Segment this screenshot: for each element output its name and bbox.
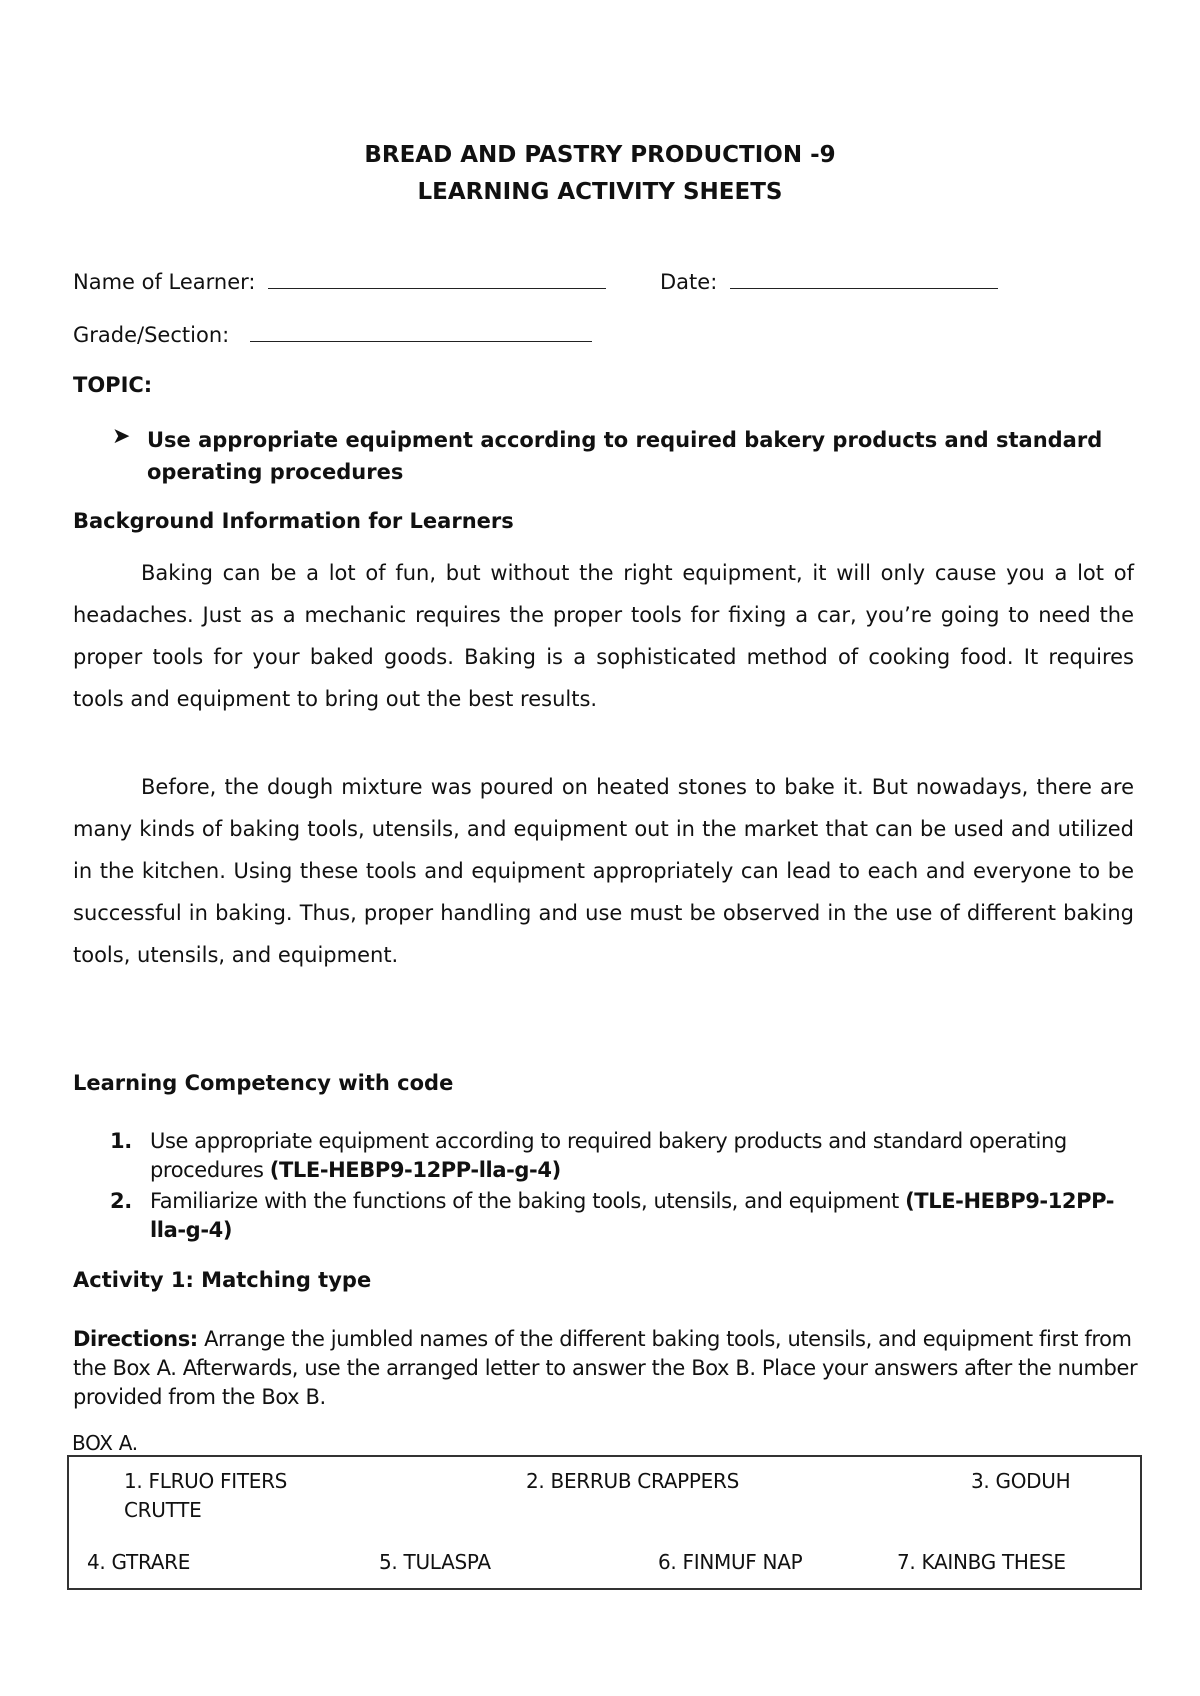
competency-item [110, 1127, 1140, 1185]
item-text: Familiarize with the functions of the baking tools, utensils, and equipment [150, 1189, 906, 1213]
item-code: (TLE-HEBP9-12PP-lla-g-4) [150, 1189, 1115, 1242]
document-subtitle: LEARNING ACTIVITY SHEETS [417, 179, 783, 205]
competency-heading: Learning Competency with code [73, 1071, 454, 1095]
topic-label: TOPIC: [73, 373, 153, 397]
jumbled-item: 7. KAINBG THESE [897, 1550, 1066, 1574]
item-number: 1. [110, 1129, 132, 1153]
arrow-bullet-icon: ➤ [112, 424, 131, 449]
directions-text: Arrange the jumbled names of the different baking tools, utensils, and equipment first from the Box A. Afterwards, use the arranged letter to answer the Box B. Place your answers after the number provided from the Box B. [73, 1327, 1138, 1409]
item-text: Use appropriate equipment according to required bakery products and standard operating procedures [150, 1129, 1067, 1182]
directions [73, 1325, 1138, 1412]
jumbled-item: 3. GODUH [971, 1469, 1071, 1493]
jumbled-item: 4. GTRARE [87, 1550, 191, 1574]
grade-label: Grade/Section: [73, 323, 230, 347]
jumbled-item: 1. FLRUO FITERS [124, 1469, 288, 1493]
background-paragraph-2: Before, the dough mixture was poured on heated stones to bake it. But nowadays, there are many kinds of baking tools, utensils, and equipment out in the market that can be used and utilized in the kitchen. Using these tools and equipment appropriately can lead to each and everyone to be successful in baking. Thus, proper handling and use must be observed in the use of different baking tools, utensils, and equipment. [73, 775, 1134, 967]
jumbled-item: 5. TULASPA [379, 1550, 491, 1574]
topic-text: Use appropriate equipment according to required bakery products and standard operating procedures [147, 428, 1103, 484]
date-label: Date: [660, 270, 718, 294]
box-a-label: BOX A. [72, 1431, 138, 1455]
background-heading: Background Information for Learners [73, 509, 514, 533]
document-title: BREAD AND PASTRY PRODUCTION -9 [364, 142, 836, 168]
date-blank[interactable] [730, 268, 998, 289]
competency-item [110, 1187, 1140, 1245]
date-field[interactable] [660, 268, 998, 294]
item-number: 2. [110, 1189, 132, 1213]
name-label: Name of Learner: [73, 270, 256, 294]
jumbled-item: CRUTTE [124, 1498, 202, 1522]
grade-blank[interactable] [250, 321, 592, 342]
jumbled-item: 2. BERRUB CRAPPERS [526, 1469, 739, 1493]
activity-heading: Activity 1: Matching type [73, 1268, 372, 1292]
background-paragraph-1: Baking can be a lot of fun, but without the right equipment, it will only cause you a lot of headaches. Just as a mechanic requires the proper tools for fixing a car, you’re going to need the proper tools for your baked goods. Baking is a sophisticated method of cooking food. It requires tools and equipment to bring out the best results. [73, 561, 1134, 711]
name-field[interactable] [73, 268, 606, 294]
directions-label: Directions: [73, 1327, 198, 1351]
grade-field[interactable] [73, 321, 592, 347]
jumbled-item: 6. FINMUF NAP [658, 1550, 803, 1574]
name-blank[interactable] [268, 268, 606, 289]
item-code: (TLE-HEBP9-12PP-lla-g-4) [269, 1158, 561, 1182]
